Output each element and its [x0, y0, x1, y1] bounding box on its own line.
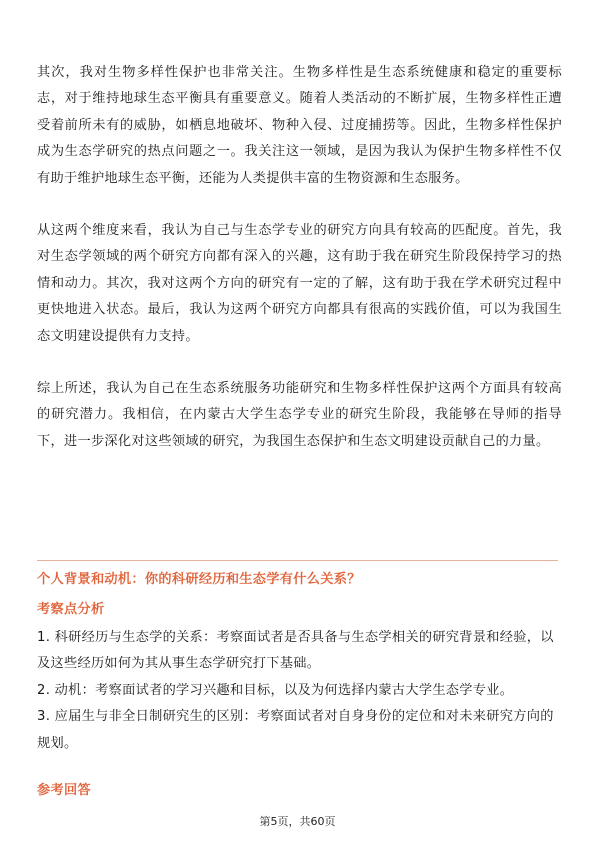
body-text — [37, 60, 562, 481]
analysis-heading: 考察点分析 — [37, 602, 105, 617]
analysis-item: 1. 科研经历与生态学的关系：考察面试者是否具备与生态学相关的研究背景和经验，以及这些经历如何为其从事生态学研究打下基础。 — [37, 630, 554, 672]
paragraph-biodiversity: 其次，我对生物多样性保护也非常关注。生物多样性是生态系统健康和稳定的重要标志，对于维持地球生态平衡具有重要意义。随着人类活动的不断扩展，生物多样性正遭受着前所未有的威胁，如栖息地破坏、物种入侵、过度捕捞等。因此，生物多样性保护成为生态学研究的热点问题之一。我关注这一领域，是因为我认为保护生物多样性不仅有助于维护地球生态平衡，还能为人类提供丰富的生物资源和生态服务。 — [37, 65, 562, 186]
question-heading: 个人背景和动机：你的科研经历和生态学有什么关系？ — [37, 572, 361, 587]
page-number: 第5页，共60页 — [259, 815, 336, 828]
paragraph-match: 从这两个维度来看，我认为自己与生态学专业的研究方向具有较高的匹配度。首先，我对生态学领域的两个研究方向都有深入的兴趣，这有助于我在研究生阶段保持学习的热情和动力。其次，我对这两个方向的研究有一定的了解，这有助于我在学术研究过程中更快地进入状态。最后，我认为这两个研究方向都具有很高的实践价值，可以为我国生态文明建设提供有力支持。 — [37, 223, 562, 344]
analysis-item: 2. 动机：考察面试者的学习兴趣和目标，以及为何选择内蒙古大学生态学专业。 — [37, 682, 514, 698]
analysis-item: 3. 应届生与非全日制研究生的区别：考察面试者对自身身份的定位和对未来研究方向的规划。 — [37, 709, 554, 751]
paragraph-summary: 综上所述，我认为自己在生态系统服务功能研究和生物多样性保护这两个方面具有较高的研究潜力。我相信，在内蒙古大学生态学专业的研究生阶段，我能够在导师的指导下，进一步深化对这些领域的研究，为我国生态保护和生态文明建设贡献自己的力量。 — [37, 381, 562, 449]
section-divider — [37, 560, 558, 561]
analysis-list — [37, 625, 558, 757]
reference-heading: 参考回答 — [37, 783, 91, 798]
